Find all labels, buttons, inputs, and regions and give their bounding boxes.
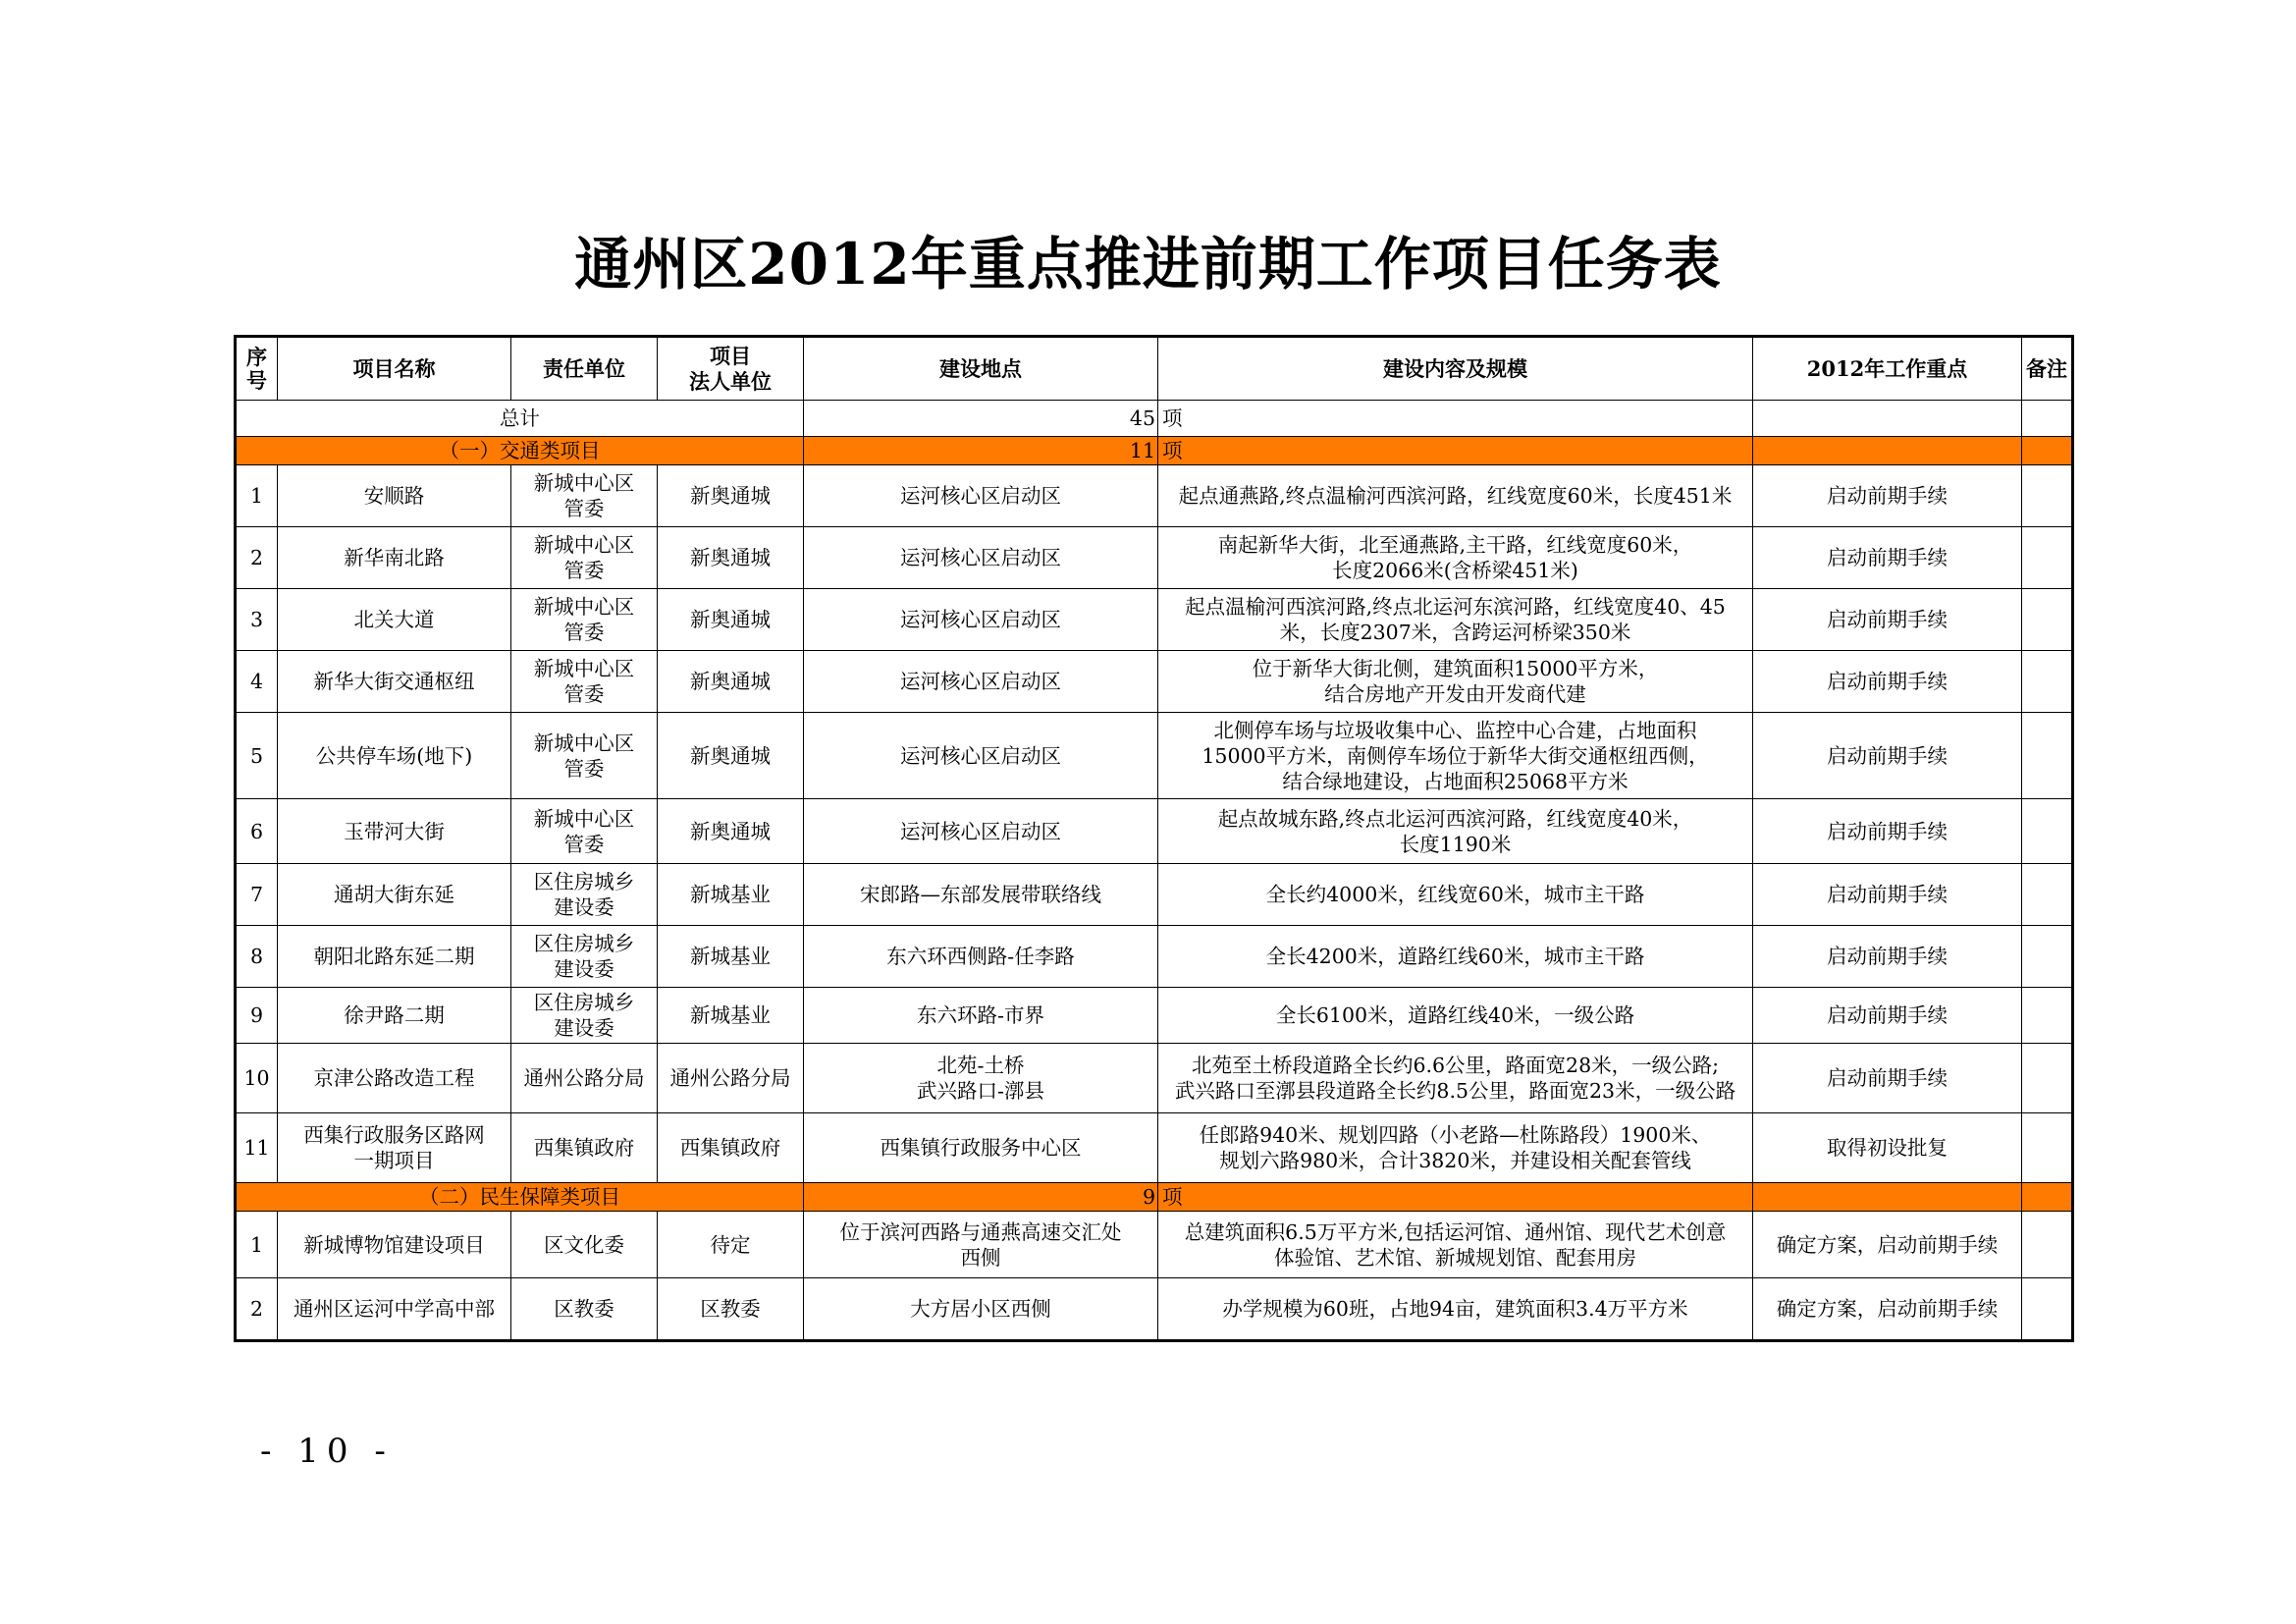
cell-seq: 3 [236, 589, 278, 651]
cell-unit: 西集镇政府 [511, 1113, 658, 1183]
table-row [236, 926, 2073, 988]
cell-legal: 待定 [658, 1212, 804, 1278]
cell-name: 新华大街交通枢纽 [278, 651, 511, 713]
cell-content: 南起新华大街，北至通燕路,主干路，红线宽度60米， 长度2066米(含桥梁451米) [1158, 527, 1753, 589]
section-count: 11 [804, 437, 1158, 465]
cell-location: 大方居小区西侧 [804, 1278, 1158, 1341]
cell-focus: 启动前期手续 [1753, 988, 2022, 1044]
cell-note [2022, 651, 2073, 713]
cell-location: 运河核心区启动区 [804, 589, 1158, 651]
cell-location: 运河核心区启动区 [804, 799, 1158, 864]
page-number: - 10 - [260, 1432, 394, 1471]
header-content: 建设内容及规模 [1158, 337, 1753, 401]
cell-legal: 新奥通城 [658, 527, 804, 589]
header-seq: 序号 [236, 337, 278, 401]
cell-focus: 启动前期手续 [1753, 799, 2022, 864]
cell-unit: 区教委 [511, 1278, 658, 1341]
cell-content: 起点故城东路,终点北运河西滨河路，红线宽度40米， 长度1190米 [1158, 799, 1753, 864]
cell-unit: 区住房城乡 建设委 [511, 988, 658, 1044]
table-row [236, 1044, 2073, 1113]
table-row [236, 651, 2073, 713]
total-note [2022, 401, 2073, 437]
cell-note [2022, 864, 2073, 926]
cell-location: 东六环西侧路-任李路 [804, 926, 1158, 988]
cell-location: 北苑-土桥 武兴路口-漷县 [804, 1044, 1158, 1113]
cell-seq: 4 [236, 651, 278, 713]
cell-legal: 通州公路分局 [658, 1044, 804, 1113]
table-row [236, 589, 2073, 651]
cell-seq: 8 [236, 926, 278, 988]
cell-location: 运河核心区启动区 [804, 713, 1158, 799]
cell-content: 全长6100米，道路红线40米，一级公路 [1158, 988, 1753, 1044]
cell-legal: 新奥通城 [658, 799, 804, 864]
document-title: 通州区2012年重点推进前期工作项目任务表 [574, 231, 1722, 298]
section-focus [1753, 1183, 2022, 1212]
cell-seq: 7 [236, 864, 278, 926]
section-note [2022, 1183, 2073, 1212]
cell-note [2022, 465, 2073, 527]
cell-legal: 新奥通城 [658, 713, 804, 799]
cell-focus: 启动前期手续 [1753, 527, 2022, 589]
table-row [236, 1212, 2073, 1278]
cell-note [2022, 589, 2073, 651]
cell-focus: 启动前期手续 [1753, 864, 2022, 926]
cell-name: 通胡大街东延 [278, 864, 511, 926]
cell-note [2022, 1113, 2073, 1183]
cell-unit: 新城中心区 管委 [511, 651, 658, 713]
cell-unit: 新城中心区 管委 [511, 713, 658, 799]
section-focus [1753, 437, 2022, 465]
cell-name: 朝阳北路东延二期 [278, 926, 511, 988]
cell-location: 西集镇行政服务中心区 [804, 1113, 1158, 1183]
cell-legal: 新奥通城 [658, 651, 804, 713]
section-label: （一）交通类项目 [236, 437, 804, 465]
project-table [234, 335, 2074, 1342]
table-row [236, 527, 2073, 589]
cell-location: 东六环路-市界 [804, 988, 1158, 1044]
table-row [236, 988, 2073, 1044]
cell-name: 北关大道 [278, 589, 511, 651]
section-row [236, 1183, 2073, 1212]
cell-name: 通州区运河中学高中部 [278, 1278, 511, 1341]
cell-name: 徐尹路二期 [278, 988, 511, 1044]
total-focus [1753, 401, 2022, 437]
cell-unit: 区文化委 [511, 1212, 658, 1278]
cell-content: 全长4200米，道路红线60米，城市主干路 [1158, 926, 1753, 988]
header-legal: 项目 法人单位 [658, 337, 804, 401]
cell-focus: 启动前期手续 [1753, 713, 2022, 799]
cell-unit: 新城中心区 管委 [511, 465, 658, 527]
table-row [236, 1113, 2073, 1183]
cell-name: 安顺路 [278, 465, 511, 527]
cell-content: 任郎路940米、规划四路（小老路—杜陈路段）1900米、 规划六路980米，合计3820米，并建设相关配套管线 [1158, 1113, 1753, 1183]
header-unit: 责任单位 [511, 337, 658, 401]
cell-name: 新城博物馆建设项目 [278, 1212, 511, 1278]
cell-note [2022, 1212, 2073, 1278]
cell-focus: 取得初设批复 [1753, 1113, 2022, 1183]
cell-focus: 确定方案，启动前期手续 [1753, 1212, 2022, 1278]
cell-content: 北苑至土桥段道路全长约6.6公里，路面宽28米，一级公路; 武兴路口至漷县段道路全长约8.5公里，路面宽23米，一级公路 [1158, 1044, 1753, 1113]
cell-focus: 启动前期手续 [1753, 1044, 2022, 1113]
table-row [236, 864, 2073, 926]
cell-location: 运河核心区启动区 [804, 465, 1158, 527]
cell-note [2022, 1044, 2073, 1113]
cell-focus: 启动前期手续 [1753, 651, 2022, 713]
table-body [236, 401, 2073, 1341]
section-count: 9 [804, 1183, 1158, 1212]
cell-note [2022, 1278, 2073, 1341]
cell-legal: 新城基业 [658, 926, 804, 988]
cell-legal: 新城基业 [658, 864, 804, 926]
cell-content: 起点通燕路,终点温榆河西滨河路，红线宽度60米，长度451米 [1158, 465, 1753, 527]
table-row [236, 713, 2073, 799]
header-focus: 2012年工作重点 [1753, 337, 2022, 401]
section-unit: 项 [1158, 437, 1753, 465]
cell-name: 新华南北路 [278, 527, 511, 589]
cell-content: 总建筑面积6.5万平方米,包括运河馆、通州馆、现代艺术创意 体验馆、艺术馆、新城规划馆、配套用房 [1158, 1212, 1753, 1278]
total-row [236, 401, 2073, 437]
cell-unit: 区住房城乡 建设委 [511, 926, 658, 988]
cell-legal: 新城基业 [658, 988, 804, 1044]
cell-content: 起点温榆河西滨河路,终点北运河东滨河路，红线宽度40、45 米，长度2307米，含跨运河桥梁350米 [1158, 589, 1753, 651]
cell-location: 运河核心区启动区 [804, 527, 1158, 589]
cell-legal: 新奥通城 [658, 465, 804, 527]
cell-content: 北侧停车场与垃圾收集中心、监控中心合建，占地面积 15000平方米，南侧停车场位于新华大街交通枢纽西侧， 结合绿地建设，占地面积25068平方米 [1158, 713, 1753, 799]
section-unit: 项 [1158, 1183, 1753, 1212]
cell-unit: 通州公路分局 [511, 1044, 658, 1113]
header-location: 建设地点 [804, 337, 1158, 401]
cell-unit: 新城中心区 管委 [511, 799, 658, 864]
cell-focus: 启动前期手续 [1753, 465, 2022, 527]
cell-unit: 新城中心区 管委 [511, 589, 658, 651]
cell-content: 位于新华大街北侧，建筑面积15000平方米， 结合房地产开发由开发商代建 [1158, 651, 1753, 713]
total-unit: 项 [1158, 401, 1753, 437]
cell-focus: 确定方案，启动前期手续 [1753, 1278, 2022, 1341]
cell-legal: 新奥通城 [658, 589, 804, 651]
cell-location: 运河核心区启动区 [804, 651, 1158, 713]
cell-seq: 11 [236, 1113, 278, 1183]
cell-seq: 2 [236, 527, 278, 589]
header-note: 备注 [2022, 337, 2073, 401]
cell-unit: 区住房城乡 建设委 [511, 864, 658, 926]
cell-note [2022, 713, 2073, 799]
table-row [236, 1278, 2073, 1341]
table-row [236, 465, 2073, 527]
cell-unit: 新城中心区 管委 [511, 527, 658, 589]
cell-focus: 启动前期手续 [1753, 926, 2022, 988]
cell-seq: 10 [236, 1044, 278, 1113]
cell-name: 公共停车场(地下) [278, 713, 511, 799]
table-row [236, 799, 2073, 864]
cell-name: 京津公路改造工程 [278, 1044, 511, 1113]
cell-note [2022, 926, 2073, 988]
cell-seq: 1 [236, 1212, 278, 1278]
cell-content: 办学规模为60班，占地94亩，建筑面积3.4万平方米 [1158, 1278, 1753, 1341]
section-label: （二）民生保障类项目 [236, 1183, 804, 1212]
total-count: 45 [804, 401, 1158, 437]
cell-note [2022, 988, 2073, 1044]
cell-location: 宋郎路—东部发展带联络线 [804, 864, 1158, 926]
section-note [2022, 437, 2073, 465]
cell-note [2022, 799, 2073, 864]
cell-seq: 1 [236, 465, 278, 527]
cell-seq: 2 [236, 1278, 278, 1341]
cell-name: 玉带河大街 [278, 799, 511, 864]
section-row [236, 437, 2073, 465]
cell-seq: 5 [236, 713, 278, 799]
cell-note [2022, 527, 2073, 589]
cell-focus: 启动前期手续 [1753, 589, 2022, 651]
cell-name: 西集行政服务区路网 一期项目 [278, 1113, 511, 1183]
table-header-row [236, 337, 2073, 401]
cell-seq: 6 [236, 799, 278, 864]
total-label: 总计 [236, 401, 804, 437]
cell-content: 全长约4000米，红线宽60米，城市主干路 [1158, 864, 1753, 926]
cell-legal: 区教委 [658, 1278, 804, 1341]
header-name: 项目名称 [278, 337, 511, 401]
cell-location: 位于滨河西路与通燕高速交汇处 西侧 [804, 1212, 1158, 1278]
cell-legal: 西集镇政府 [658, 1113, 804, 1183]
cell-seq: 9 [236, 988, 278, 1044]
